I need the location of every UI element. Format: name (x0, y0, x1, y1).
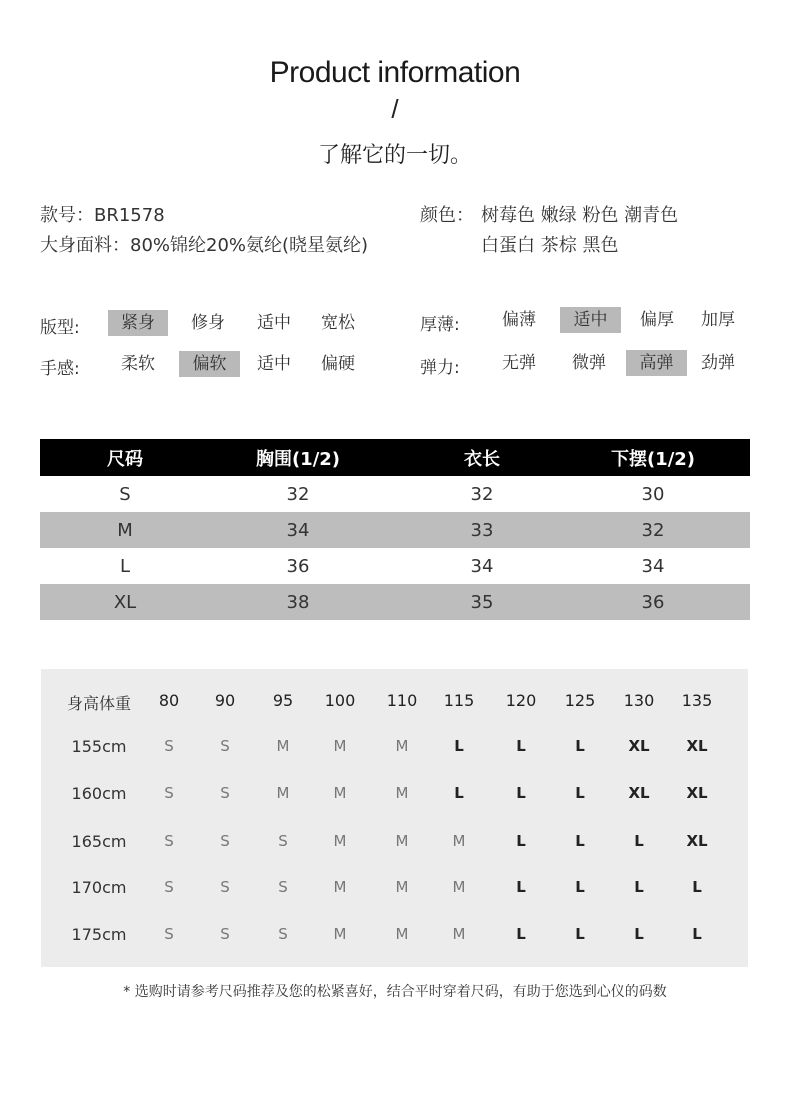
recommended-size-cell: S (220, 878, 230, 896)
recommended-size-cell: L (634, 878, 644, 896)
attr-elasticity-option: 微弹 (572, 353, 606, 373)
attr-fit-option: 紧身 (108, 310, 168, 336)
recommended-size-cell: L (575, 878, 585, 896)
size-table (40, 439, 750, 620)
recommended-size-cell: S (220, 737, 230, 755)
height-row-label: 165cm (71, 832, 127, 851)
weight-col-header: 135 (681, 691, 713, 710)
recommended-size-cell: XL (686, 832, 708, 850)
weight-col-header: 130 (623, 691, 655, 710)
weight-col-header: 115 (443, 691, 475, 710)
recommended-size-cell: S (220, 925, 230, 943)
size-col-header: 尺码 (107, 448, 143, 470)
attr-thickness-option: 适中 (560, 307, 621, 333)
recommended-size-cell: M (333, 737, 347, 755)
attr-elasticity-option: 无弹 (502, 353, 536, 373)
attr-fit-label: 版型: (40, 318, 80, 338)
weight-col-header: 90 (214, 691, 236, 710)
recommended-size-cell: XL (686, 737, 708, 755)
height-row-label: 175cm (71, 925, 127, 944)
height-row-label: 170cm (71, 878, 127, 897)
size-cell: S (119, 483, 131, 505)
chest-cell: 38 (286, 591, 310, 613)
recommended-size-cell: L (454, 784, 464, 802)
table-row (40, 548, 750, 584)
attr-feel-label: 手感: (40, 359, 80, 379)
attr-feel-option: 偏软 (179, 351, 240, 377)
hem-cell: 32 (641, 519, 665, 541)
length-cell: 35 (470, 591, 494, 613)
recommended-size-cell: L (692, 878, 702, 896)
length-cell: 34 (470, 555, 494, 577)
recommended-size-cell: L (516, 878, 526, 896)
style-number: 款号：BR1578 (40, 205, 165, 226)
chest-cell: 32 (286, 483, 310, 505)
colors-line-2: 白蛋白 茶棕 黑色 (481, 235, 619, 256)
attr-elasticity-label: 弹力: (420, 358, 460, 378)
recommended-size-cell: M (333, 925, 347, 943)
weight-col-header: 95 (272, 691, 294, 710)
page-subtitle: 了解它的一切。 (317, 143, 472, 168)
recommended-size-cell: L (454, 737, 464, 755)
recommended-size-cell: S (164, 737, 174, 755)
colors-label: 颜色： (420, 205, 474, 226)
fabric-composition: 大身面料：80%锦纶20%氨纶(晓星氨纶) (40, 235, 369, 256)
recommended-size-cell: S (164, 878, 174, 896)
recommended-size-cell: L (516, 832, 526, 850)
recommended-size-cell: M (333, 878, 347, 896)
attr-fit-option: 修身 (191, 313, 225, 333)
attr-fit-option: 宽松 (321, 313, 355, 333)
recommended-size-cell: S (278, 832, 288, 850)
attr-thickness-label: 厚薄: (420, 315, 460, 335)
weight-col-header: 125 (564, 691, 596, 710)
size-recommendation-grid (41, 669, 748, 967)
recommended-size-cell: L (516, 784, 526, 802)
attr-elasticity-option: 高弹 (626, 350, 687, 376)
recommended-size-cell: M (395, 784, 409, 802)
attr-thickness-option: 偏厚 (640, 310, 674, 330)
recommended-size-cell: S (164, 925, 174, 943)
recommended-size-cell: M (395, 925, 409, 943)
recommended-size-cell: S (164, 784, 174, 802)
recommended-size-cell: M (395, 878, 409, 896)
recommended-size-cell: S (278, 925, 288, 943)
recommended-size-cell: L (575, 784, 585, 802)
table-row (40, 476, 750, 512)
chest-cell: 36 (286, 555, 310, 577)
recommended-size-cell: M (452, 878, 466, 896)
weight-col-header: 110 (386, 691, 418, 710)
recommended-size-cell: M (333, 832, 347, 850)
hem-cell: 30 (641, 483, 665, 505)
recommended-size-cell: L (516, 925, 526, 943)
recommended-size-cell: L (516, 737, 526, 755)
recommended-size-cell: M (276, 784, 290, 802)
hem-cell: 36 (641, 591, 665, 613)
chest-col-header: 胸围(1/2) (255, 448, 341, 470)
page-title: Product information (269, 56, 521, 89)
recommended-size-cell: S (278, 878, 288, 896)
weight-col-header: 80 (158, 691, 180, 710)
attr-thickness (420, 310, 760, 336)
recommended-size-cell: M (333, 784, 347, 802)
attr-feel-option: 适中 (257, 354, 291, 374)
hem-col-header: 下摆(1/2) (610, 448, 696, 470)
length-col-header: 衣长 (464, 448, 500, 470)
attr-feel-option: 偏硬 (321, 354, 355, 374)
recommended-size-cell: S (164, 832, 174, 850)
recommended-size-cell: L (575, 737, 585, 755)
recommended-size-cell: XL (628, 784, 650, 802)
colors-line-1: 树莓色 嫩绿 粉色 潮青色 (481, 205, 679, 226)
attr-thickness-option: 加厚 (701, 310, 735, 330)
size-cell: L (119, 555, 131, 577)
recommended-size-cell: M (452, 925, 466, 943)
weight-col-header: 120 (505, 691, 537, 710)
recommended-size-cell: L (575, 832, 585, 850)
size-cell: XL (113, 591, 137, 613)
table-row (40, 512, 750, 548)
grid-corner-label: 身高体重 (66, 694, 131, 713)
recommended-size-cell: M (452, 832, 466, 850)
hem-cell: 34 (641, 555, 665, 577)
recommended-size-cell: S (220, 832, 230, 850)
title-divider: / (391, 94, 399, 124)
size-table-header (40, 439, 750, 476)
recommended-size-cell: L (634, 925, 644, 943)
attr-elasticity-option: 劲弹 (701, 353, 735, 373)
recommended-size-cell: XL (628, 737, 650, 755)
recommended-size-cell: XL (686, 784, 708, 802)
height-row-label: 160cm (71, 784, 127, 803)
table-row (40, 584, 750, 620)
attr-feel (40, 354, 380, 380)
attr-fit-option: 适中 (257, 313, 291, 333)
attr-elasticity (420, 353, 760, 379)
recommended-size-cell: L (692, 925, 702, 943)
attr-fit (40, 313, 380, 339)
recommended-size-cell: M (395, 737, 409, 755)
recommended-size-cell: M (276, 737, 290, 755)
size-advice-note: * 选购时请参考尺码推荐及您的松紧喜好，结合平时穿着尺码，有助于您选到心仪的码数 (123, 984, 667, 1000)
recommended-size-cell: L (634, 832, 644, 850)
chest-cell: 34 (286, 519, 310, 541)
length-cell: 33 (470, 519, 494, 541)
height-row-label: 155cm (71, 737, 127, 756)
weight-col-header: 100 (324, 691, 356, 710)
attr-feel-option: 柔软 (121, 354, 155, 374)
size-cell: M (117, 519, 133, 541)
recommended-size-cell: S (220, 784, 230, 802)
attr-thickness-option: 偏薄 (502, 310, 536, 330)
length-cell: 32 (470, 483, 494, 505)
recommended-size-cell: L (575, 925, 585, 943)
recommended-size-cell: M (395, 832, 409, 850)
